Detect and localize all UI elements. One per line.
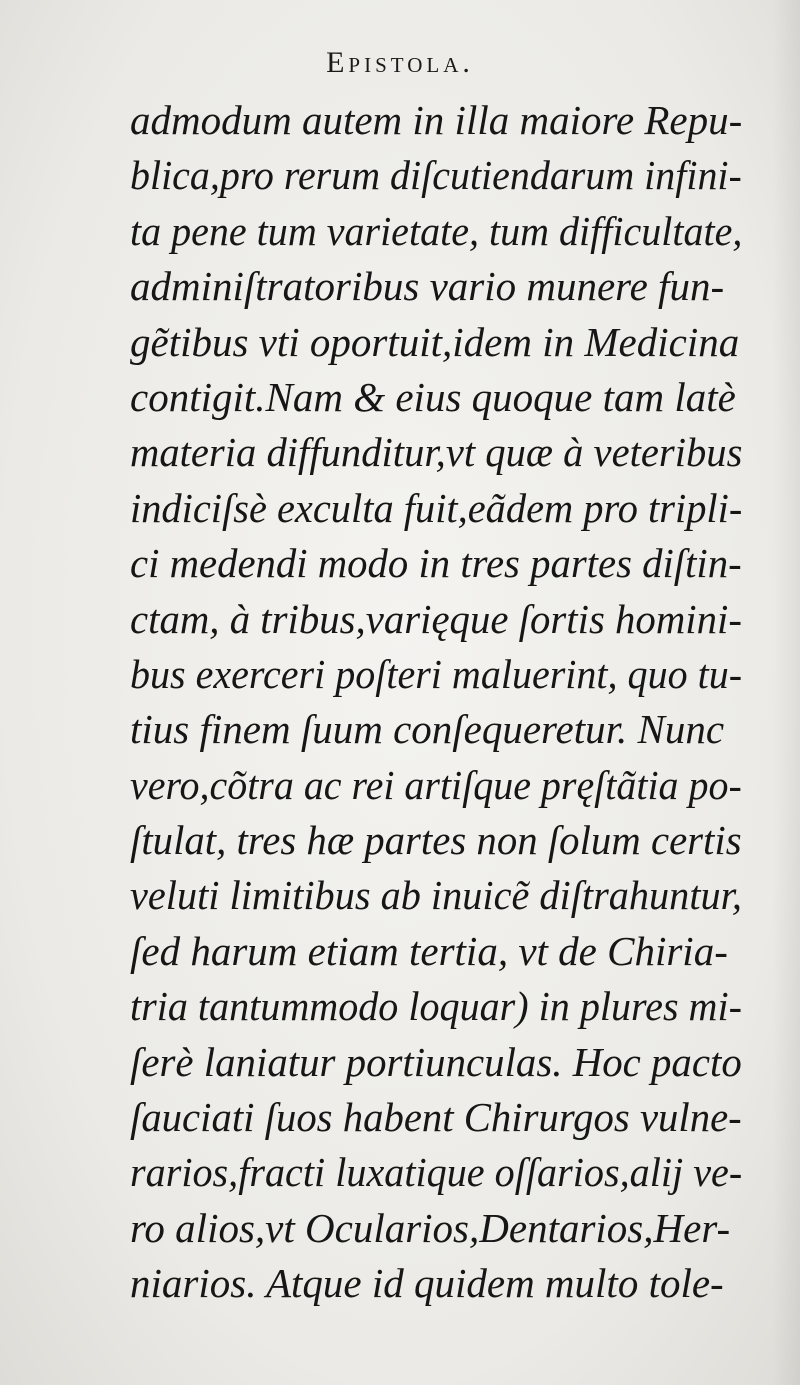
text-line: ctam, à tribus,varięque ſortis homini- — [130, 595, 742, 642]
text-line: ci medendi modo in tres partes diſtin- — [130, 540, 742, 587]
text-line: blica,pro rerum diſcutiendarum infini- — [130, 152, 742, 199]
text-line: tius finem ſuum conſequeretur. Nunc — [130, 706, 725, 753]
text-line: materia diffunditur,vt quæ à veteribus — [130, 429, 743, 476]
text-line: indiciſsè exculta fuit,eãdem pro tripli- — [130, 484, 743, 531]
text-line: ta pene tum varietate, tum difficultate, — [130, 207, 743, 254]
text-line: contigit.Nam & eius quoque tam latè — [130, 373, 736, 420]
text-line: ſauciati ſuos habent Chirurgos vulne- — [130, 1094, 742, 1141]
text-line: ro alios,vt Ocularios,Dentarios,Her- — [130, 1204, 731, 1251]
text-line: gẽtibus vti oportuit,idem in Medicina — [130, 318, 740, 365]
text-line: rarios,fracti luxatique oſſarios,alij ve- — [130, 1149, 743, 1196]
page-edge-shadow — [772, 0, 800, 1385]
text-line: niarios. Atque id quidem multo tole- — [130, 1260, 724, 1307]
text-line: vero,cõtra ac rei artiſque pręſtãtia po- — [130, 761, 742, 808]
text-line: bus exerceri poſteri maluerint, quo tu- — [130, 650, 743, 697]
text-line: tria tantummodo loquar) in plures mi- — [130, 983, 742, 1030]
running-head: Epistola. — [326, 46, 474, 79]
text-line: admodum autem in illa maiore Repu- — [130, 97, 743, 143]
text-line: ſed harum etiam tertia, vt de Chiria- — [130, 927, 728, 974]
text-line: adminiſtratoribus vario munere fun- — [130, 263, 725, 310]
text-line: ſtulat, tres hæ partes non ſolum certis — [130, 817, 742, 864]
text-line: ſerè laniatur portiunculas. Hoc pacto — [130, 1038, 742, 1085]
body-text — [130, 93, 742, 1312]
text-line: veluti limitibus ab inuicẽ diſtrahuntur, — [130, 872, 742, 919]
